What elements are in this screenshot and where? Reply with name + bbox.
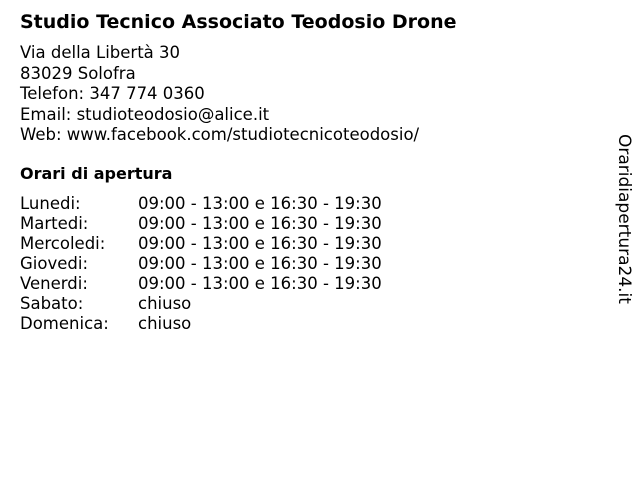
day-hours: chiuso	[138, 294, 192, 313]
day-label: Domenica:	[20, 314, 109, 333]
contact-block	[20, 43, 419, 146]
day-hours: chiuso	[138, 314, 192, 333]
day-hours: 09:00 - 13:00 e 16:30 - 19:30	[138, 274, 382, 293]
day-hours: 09:00 - 13:00 e 16:30 - 19:30	[138, 254, 382, 273]
phone-line: Telefon: 347 774 0360	[20, 84, 205, 103]
email-line: Email: studioteodosio@alice.it	[20, 104, 270, 124]
web-line: Web: www.facebook.com/studiotecnicoteodosio/	[20, 125, 420, 144]
day-label: Venerdi:	[20, 274, 88, 293]
day-hours: 09:00 - 13:00 e 16:30 - 19:30	[138, 214, 382, 233]
site-brand-vertical: Oraridiapertura24.it	[614, 134, 634, 304]
business-name: Studio Tecnico Associato Teodosio Drone	[20, 11, 457, 33]
address-line: Via della Libertà 30	[20, 43, 181, 62]
day-label: Sabato:	[20, 294, 84, 313]
city-line: 83029 Solofra	[20, 63, 136, 83]
day-label: Lunedi:	[20, 194, 81, 213]
day-label: Martedi:	[20, 214, 89, 233]
day-hours: 09:00 - 13:00 e 16:30 - 19:30	[138, 194, 382, 213]
day-label: Mercoledi:	[20, 234, 106, 253]
day-hours: 09:00 - 13:00 e 16:30 - 19:30	[138, 234, 382, 253]
hours-heading: Orari di apertura	[20, 164, 173, 183]
day-label: Giovedi:	[20, 254, 88, 273]
